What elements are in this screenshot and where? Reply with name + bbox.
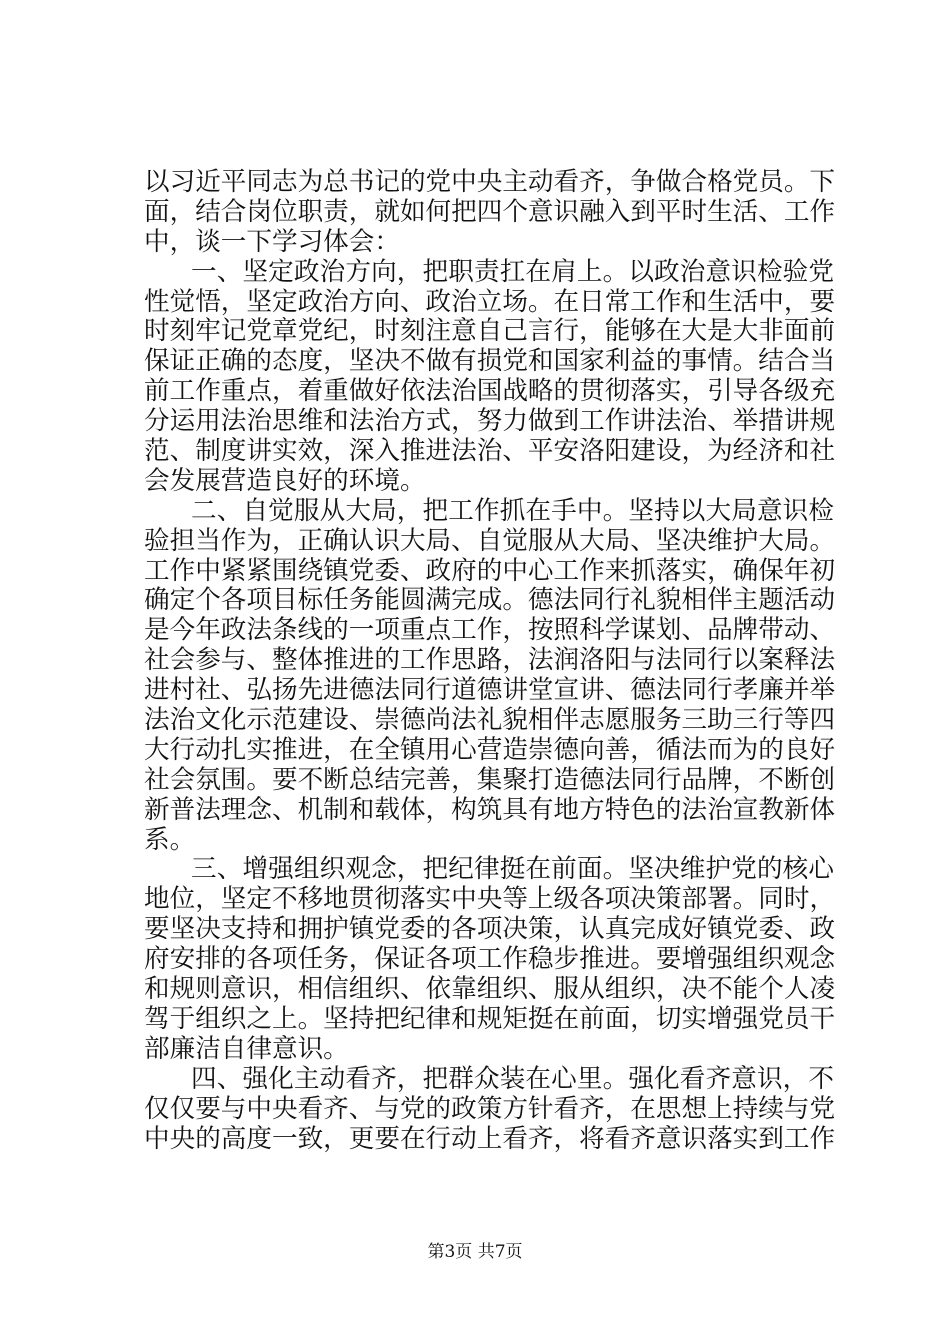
paragraph-first-line: 一、坚定政治方向，把职责扛在肩上。以政治意识检验党 [191,256,834,287]
text-line: 前工作重点，着重做好依法治国战略的贯彻落实，引导各级充 [144,376,836,407]
text-line: 工作中紧紧围绕镇党委、政府的中心工作来抓落实，确保年初 [144,555,836,586]
text-line: 性觉悟，坚定政治方向、政治立场。在日常工作和生活中，要 [144,286,836,317]
text-line: 新普法理念、机制和载体，构筑具有地方特色的法治宣教新体 [144,794,836,825]
paragraph-first-line: 三、增强组织观念，把纪律挺在前面。坚决维护党的核心 [191,854,834,885]
text-line: 中央的高度一致，更要在行动上看齐，将看齐意识落实到工作 [144,1123,836,1154]
text-line: 会发展营造良好的环境。 [144,465,426,496]
text-line: 法治文化示范建设、崇德尚法礼貌相伴志愿服务三助三行等四 [144,705,836,736]
text-line: 保证正确的态度，坚决不做有损党和国家利益的事情。结合当 [144,346,836,377]
document-body [144,168,834,1154]
text-line: 部廉洁自律意识。 [144,1033,349,1064]
text-line: 面，结合岗位职责，就如何把四个意识融入到平时生活、工作 [144,196,836,227]
text-line: 以习近平同志为总书记的党中央主动看齐，争做合格党员。下 [144,167,836,197]
text-line: 分运用法治思维和法治方式，努力做到工作讲法治、举措讲规 [144,406,836,437]
text-line: 确定个各项目标任务能圆满完成。德法同行礼貌相伴主题活动 [144,585,836,616]
text-line: 社会参与、整体推进的工作思路，法润洛阳与法同行以案释法 [144,645,836,676]
text-line: 驾于组织之上。坚持把纪律和规矩挺在前面，切实增强党员干 [144,1003,836,1034]
text-line: 仅仅要与中央看齐、与党的政策方针看齐，在思想上持续与党 [144,1093,836,1124]
text-line: 社会氛围。要不断总结完善，集聚打造德法同行品牌，不断创 [144,764,836,795]
paragraph-first-line: 四、强化主动看齐，把群众装在心里。强化看齐意识，不 [191,1063,834,1094]
text-line: 大行动扎实推进，在全镇用心营造崇德向善，循法而为的良好 [144,734,836,765]
text-line: 府安排的各项任务，保证各项工作稳步推进。要增强组织观念 [144,944,836,975]
text-line: 和规则意识，相信组织、依靠组织、服从组织，决不能个人凌 [144,974,836,1005]
text-line: 是今年政法条线的一项重点工作，按照科学谋划、品牌带动、 [144,615,836,646]
text-line: 系。 [144,824,196,855]
text-line: 时刻牢记党章党纪，时刻注意自己言行，能够在大是大非面前 [144,316,836,347]
page-number: 第3页 共7页 [427,1242,523,1262]
text-line: 范、制度讲实效，深入推进法治、平安洛阳建设，为经济和社 [144,436,836,467]
text-lines [144,168,834,1154]
text-line: 中，谈一下学习体会： [144,226,400,257]
text-line: 要坚决支持和拥护镇党委的各项决策，认真完成好镇党委、政 [144,914,836,945]
page-footer [0,1241,950,1263]
text-line: 进村社、弘扬先进德法同行道德讲堂宣讲、德法同行孝廉并举 [144,675,836,706]
text-line: 地位，坚定不移地贯彻落实中央等上级各项决策部署。同时， [144,884,836,915]
text-line: 验担当作为，正确认识大局、自觉服从大局、坚决维护大局。 [144,525,836,556]
paragraph-first-line: 二、自觉服从大局，把工作抓在手中。坚持以大局意识检 [191,495,834,526]
